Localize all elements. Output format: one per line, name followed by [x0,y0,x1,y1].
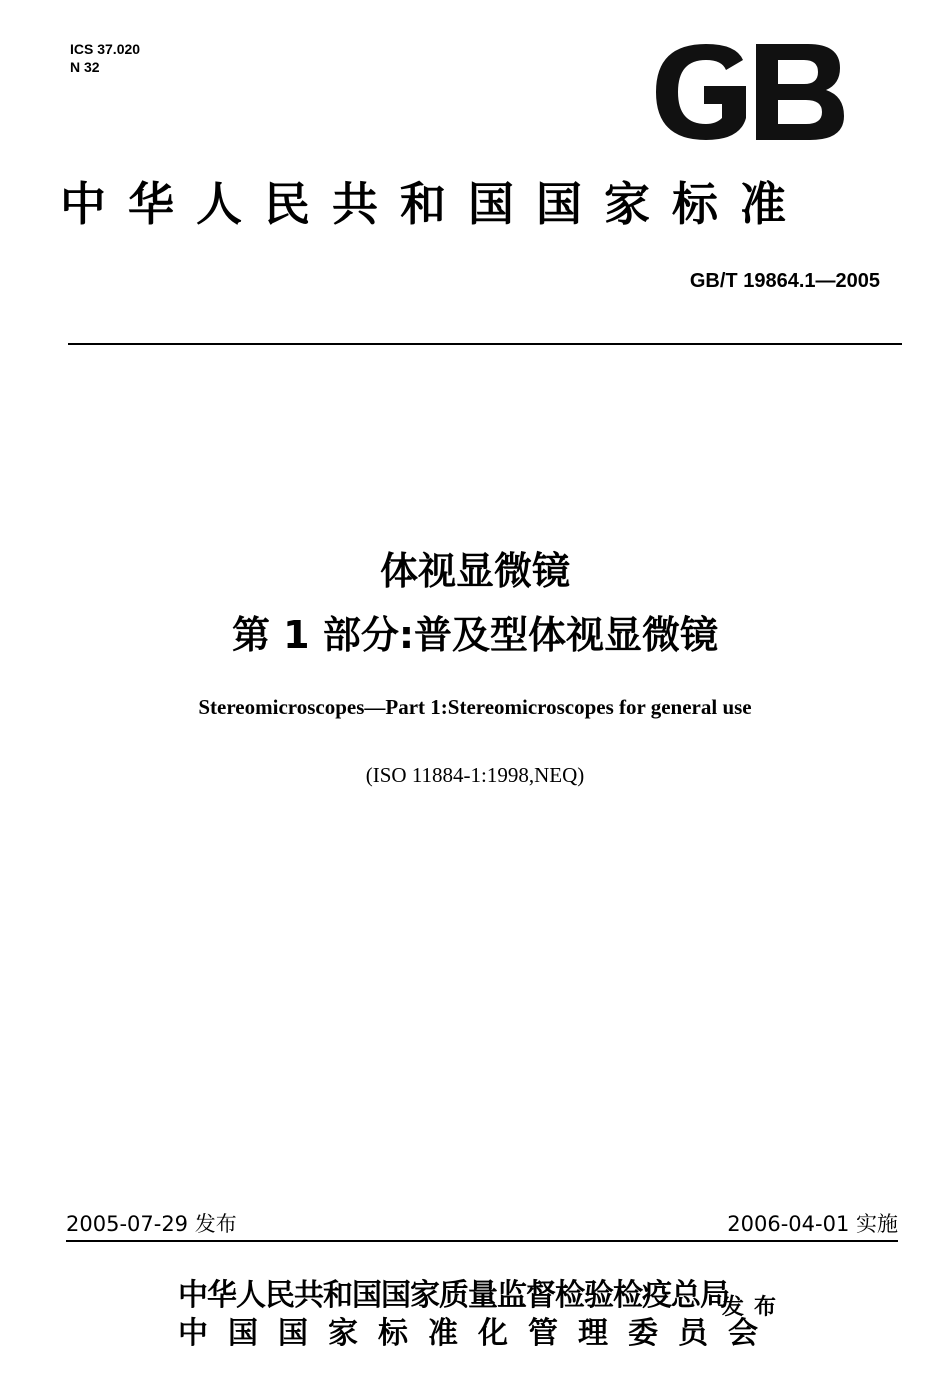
header-divider [68,343,902,345]
footer-divider [66,1240,898,1242]
iso-reference: (ISO 11884-1:1998,NEQ) [365,763,585,787]
ccs-code: N 32 [70,59,100,75]
issuer-sac: 中国国家标准化管理委员会 [178,1316,778,1351]
document-title-line2: 第 1 部分:普及型体视显微镜 [231,613,719,657]
gb-logo [648,38,848,146]
classification-codes [70,40,140,76]
document-title-english: Stereomicroscopes—Part 1:Stereomicroscopes for general use [198,695,752,719]
publication-date: 2005-07-29 发布 [66,1212,237,1236]
document-title-line1: 体视显微镜 [379,549,570,593]
ics-code: ICS 37.020 [70,41,141,57]
implementation-date: 2006-04-01 实施 [727,1212,898,1236]
issue-label: 发布 [722,1295,787,1320]
issuer-aqsiq: 中华人民共和国国家质量监督检验检疫总局 [178,1278,729,1313]
standard-number: GB/T 19864.1—2005 [689,270,880,292]
national-standard-title: 中华人民共和国国家标准 [60,177,808,231]
